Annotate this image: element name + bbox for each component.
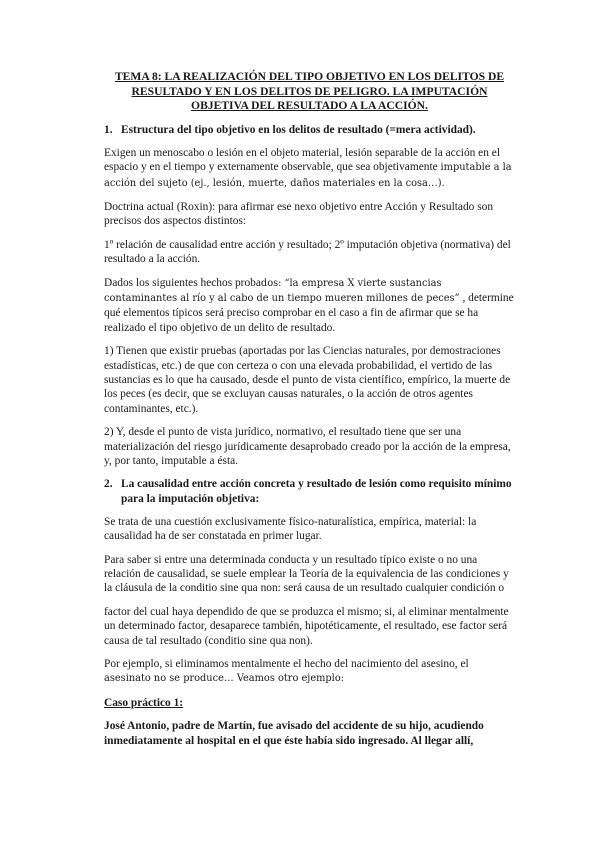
document-page bbox=[104, 70, 515, 749]
case-study-title: Caso práctico 1: bbox=[104, 696, 184, 709]
paragraph-5: 1) Tienen que existir pruebas (aportadas por las Ciencias naturales, por demostraciones estadísticas, etc.) de que con certeza o con una elevada probabilidad, el vertido de las sustancias es lo que ha causado, desde el punto de vista científico, empírico, la muerte de los peces (es decir, que se excluyan causas naturales, o la acción de otros agentes contaminantes, etc.). bbox=[104, 345, 511, 415]
paragraph-1-text-end: imputable a la acción del sujeto (ej., lesión, muerte, daños materiales en la cosa…). bbox=[104, 162, 512, 189]
case-study-text: José Antonio, padre de Martín, fue avisado del accidente de su hijo, acudiendo inmediatamente al hospital en el que éste había sido ingresado. Al llegar allí, bbox=[104, 720, 484, 748]
section-2-title: La causalidad entre acción concreta y resultado de lesión como requisito mínimo para la imputación objetiva: bbox=[121, 478, 512, 505]
section-1-number: 1. bbox=[104, 123, 113, 136]
paragraph-10 bbox=[104, 657, 515, 687]
paragraph-4-text-end: , determine qué elementos típicos será preciso comprobar en el caso a fin de afirmar que se ha realizado el tipo objetivo de un delito de resultado. bbox=[104, 291, 514, 334]
paragraph-1-text: Exigen un menoscabo o lesión en el objeto material, lesión separable de la acción en el espacio y en el tiempo y externamente observable, que sea objetivamente bbox=[104, 146, 500, 174]
paragraph-4 bbox=[104, 276, 515, 336]
paragraph-2: Doctrina actual (Roxin): para afirmar ese nexo objetivo entre Acción y Resultado son precisos dos aspectos distintos: bbox=[104, 200, 494, 228]
section-2-heading bbox=[104, 477, 515, 505]
paragraph-1 bbox=[104, 146, 515, 191]
paragraph-4-quote: dos: “la empresa X vierte sustancias contaminantes al río y al cabo de un tiempo mueren millones de peces” bbox=[104, 277, 460, 304]
paragraph-10-text: Por ejemplo, si eliminamos mentalmente el hecho del nacimiento del asesino, el bbox=[104, 658, 469, 671]
paragraph-9: factor del cual haya dependido de que se produzca el mismo; si, al eliminar mentalmente un determinado factor, desaparece también, hipotéticamente, el resultado, ese factor será causa de tal resultado (conditio sine qua non). bbox=[104, 605, 509, 647]
paragraph-3: 1º relación de causalidad entre acción y resultado; 2º imputación objetiva (normativa) del resultado a la acción. bbox=[104, 238, 511, 266]
document-title: TEMA 8: LA REALIZACIÓN DEL TIPO OBJETIVO EN LOS DELITOS DE RESULTADO Y EN LOS DELITOS DE PELIGRO. LA IMPUTACIÓN OBJETIVA DEL RESULTADO A LA ACCIÓN. bbox=[114, 70, 505, 112]
section-1-heading bbox=[104, 123, 515, 137]
paragraph-4-text-start: Dados los siguientes hechos proba bbox=[104, 276, 261, 289]
paragraph-7: Se trata de una cuestión exclusivamente físico-naturalística, empírica, material: la causalidad ha de ser constatada en primer lugar. bbox=[104, 515, 477, 543]
paragraph-8: Para saber si entre una determinada conducta y un resultado típico existe o no una relación de causalidad, se suele emplear la Teoría de la equivalencia de las condiciones y la cláusula de la conditio sine qua non: será causa de un resultado cualquier condición o bbox=[104, 553, 509, 595]
paragraph-6: 2) Y, desde el punto de vista jurídico, normativo, el resultado tiene que ser una materialización del riesgo jurídicamente desaprobado creado por la acción de la empresa, y, por tanto, imputable a ésta. bbox=[104, 426, 511, 468]
section-2-number: 2. bbox=[104, 478, 113, 491]
paragraph-10-text-end: asesinato no se produce… Veamos otro ejemplo: bbox=[104, 673, 345, 685]
section-1-title: Estructura del tipo objetivo en los delitos de resultado (=mera actividad). bbox=[121, 123, 476, 136]
